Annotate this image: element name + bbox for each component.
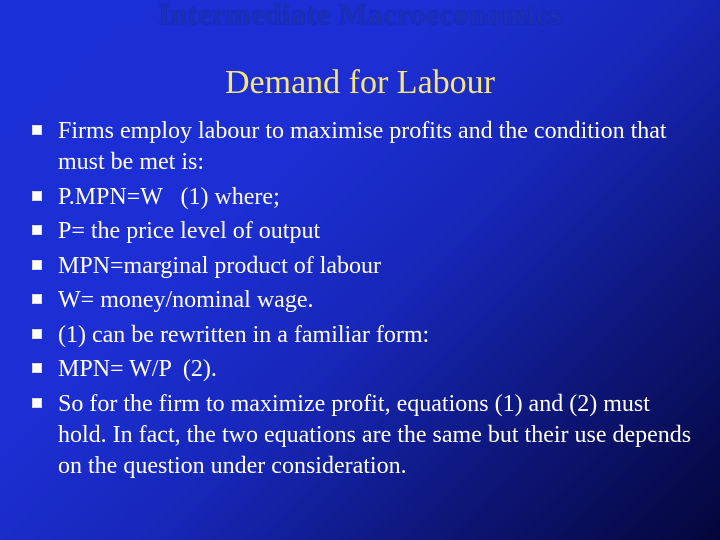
course-title: Intermediate Macroeconomics: [158, 0, 562, 31]
bullet-text: P.MPN=W (1) where;: [58, 183, 280, 210]
bullet-item: [0, 251, 720, 282]
bullet-list: [0, 116, 720, 485]
bullet-item: [0, 285, 720, 316]
bullet-text: P= the price level of output: [58, 218, 321, 244]
bullet-item: [0, 116, 720, 178]
bullet-text: (1) can be rewritten in a familiar form:: [58, 321, 430, 348]
bullet-text: MPN=marginal product of labour: [58, 252, 382, 279]
slide-title: Demand for Labour: [224, 64, 495, 101]
bullet-text: Firms employ labour to maximise profits and the condition that must be met is:: [58, 118, 667, 175]
bullet-item: [0, 216, 720, 247]
square-bullet-icon: [32, 294, 42, 304]
bullet-text: So for the firm to maximize profit, equations (1) and (2) must hold. In fact, the two equations are the same but their use depends on the question under consideration.: [58, 390, 692, 479]
square-bullet-icon: [32, 225, 42, 235]
bullet-item: [0, 182, 720, 213]
bullet-text: MPN= W/P (2).: [58, 356, 217, 382]
bullet-item: [0, 320, 720, 351]
bullet-item: [0, 389, 720, 482]
square-bullet-icon: [32, 398, 42, 408]
square-bullet-icon: [32, 125, 42, 135]
square-bullet-icon: [32, 363, 42, 373]
bullet-item: [0, 354, 720, 385]
square-bullet-icon: [32, 191, 42, 201]
square-bullet-icon: [32, 260, 42, 270]
square-bullet-icon: [32, 329, 42, 339]
bullet-text: W= money/nominal wage.: [58, 287, 314, 313]
